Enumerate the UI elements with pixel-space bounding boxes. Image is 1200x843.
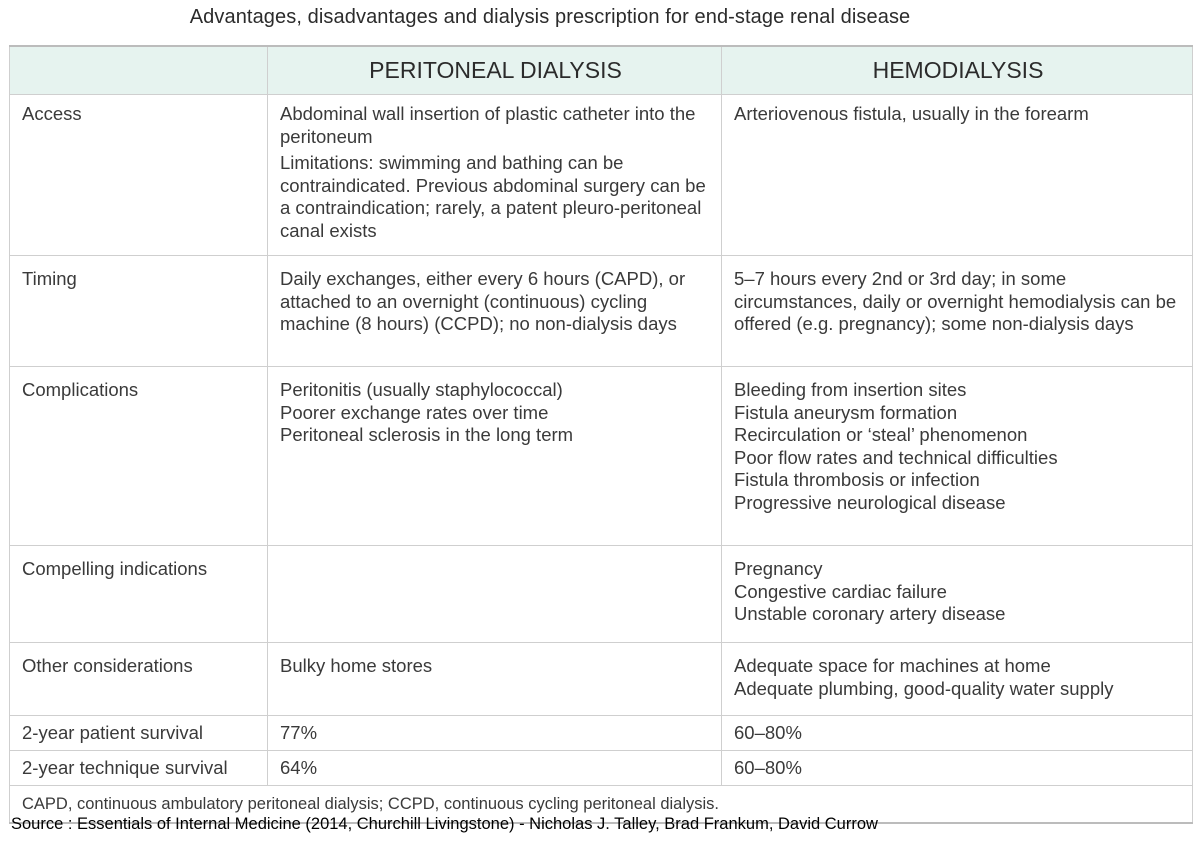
header-hemodialysis: HEMODIALYSIS [722,46,1193,95]
list-item: Congestive cardiac failure [734,580,947,602]
list-item: Adequate space for machines at home [734,655,1051,676]
pd-cell [268,256,722,367]
footnote: CAPD, continuous ambulatory peritoneal dialysis; CCPD, continuous cycling peritoneal dialysis. [10,786,1193,824]
list-item: Pregnancy [734,558,823,579]
list-item: Poorer exchange rates over time [280,401,549,423]
list-item: Unstable coronary artery disease [734,603,1006,624]
table-row [10,643,1193,716]
row-label: 2-year technique survival [10,751,268,786]
list-item: Peritonitis (usually staphylococcal) [280,379,563,400]
list-item: Adequate plumbing, good-quality water supply [734,677,1114,699]
table-row [10,716,1193,751]
table-row [10,256,1193,367]
pd-cell [268,643,722,716]
list-item: Peritoneal sclerosis in the long term [280,424,574,445]
pd-cell [268,367,722,546]
header-empty [10,46,268,95]
cell-text: 5–7 hours every 2nd or 3rd day; in some circumstances, daily or overnight hemodialysis can be offered (e.g. pregnancy); some non-dialysis days [734,268,1177,334]
cell-text: Abdominal wall insertion of plastic catheter into the peritoneum [280,103,696,147]
dialysis-comparison-table [9,45,1193,824]
list-item: Progressive neurological disease [734,491,1006,513]
row-label: Access [10,95,268,256]
header-row [10,46,1193,95]
list-item: Recirculation or ‘steal’ phenomenon [734,424,1028,445]
cell-text: Limitations: swimming and bathing can be contraindicated. Previous abdominal surgery can be a contraindication; rarely, a patent pleuro-peritoneal canal exists [280,152,706,241]
row-label: Other considerations [10,643,268,716]
list-item: Poor flow rates and technical difficulties [734,446,1058,468]
hd-cell: 60–80% [722,751,1193,786]
cell-text: Arteriovenous fistula, usually in the forearm [734,103,1089,124]
cell-text: Bulky home stores [280,655,433,676]
table-title: Advantages, disadvantages and dialysis prescription for end-stage renal disease [189,6,911,28]
source-citation: Source : Essentials of Internal Medicine (2014, Churchill Livingstone) - Nicholas J. Talley, Brad Frankum, David Currow [11,815,878,833]
hd-cell [722,256,1193,367]
hd-cell [722,643,1193,716]
hd-cell: 60–80% [722,716,1193,751]
hd-cell [722,95,1193,256]
row-label: Timing [10,256,268,367]
hd-cell [722,546,1193,643]
cell-text: Daily exchanges, either every 6 hours (CAPD), or attached to an overnight (continuous) cycling machine (8 hours) (CCPD); no non-dialysis days [280,268,686,334]
hd-cell [722,367,1193,546]
table-row [10,95,1193,256]
row-label: Complications [10,367,268,546]
list-item: Bleeding from insertion sites [734,379,967,400]
pd-cell [268,95,722,256]
row-label: 2-year patient survival [10,716,268,751]
table-row [10,751,1193,786]
list-item: Fistula thrombosis or infection [734,469,980,490]
pd-cell: 64% [268,751,722,786]
table-row [10,367,1193,546]
pd-cell: 77% [268,716,722,751]
row-label: Compelling indications [10,546,268,643]
list-item: Fistula aneurysm formation [734,401,958,423]
header-peritoneal-dialysis: PERITONEAL DIALYSIS [268,46,722,95]
pd-cell [268,546,722,643]
table-row [10,546,1193,643]
